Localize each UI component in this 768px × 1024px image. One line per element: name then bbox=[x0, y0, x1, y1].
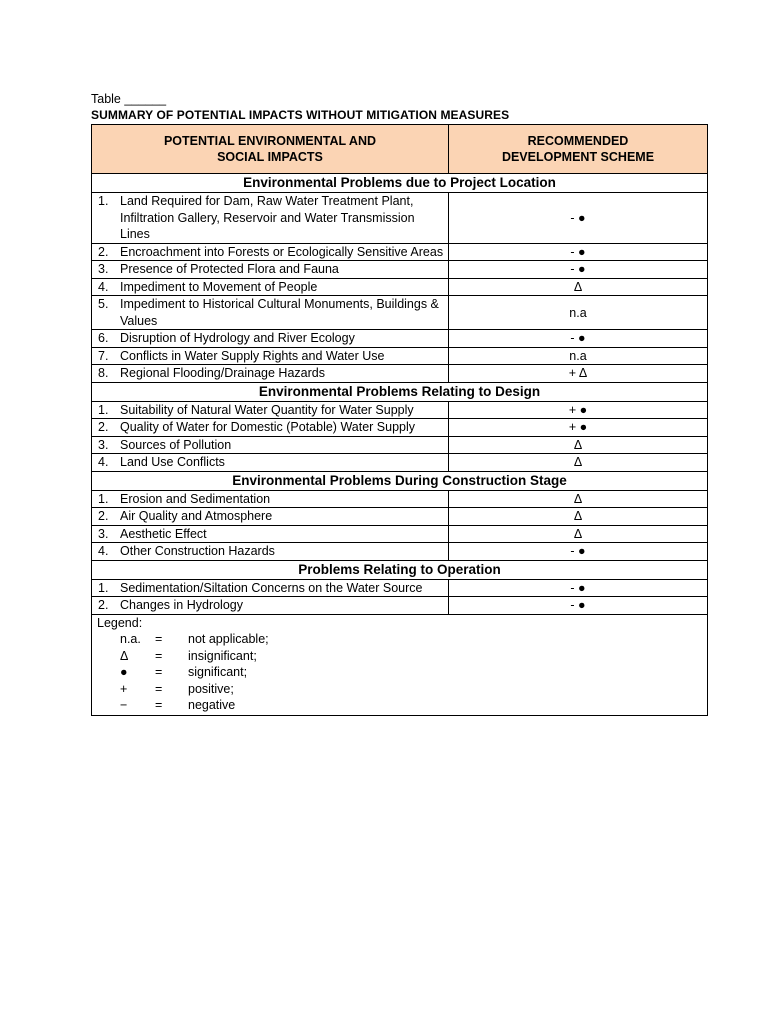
impact-cell bbox=[92, 365, 449, 383]
table-row bbox=[92, 508, 708, 526]
impact-cell bbox=[92, 401, 449, 419]
impact-text: Land Required for Dam, Raw Water Treatment Plant, Infiltration Gallery, Reservoir and Water Transmission Lines bbox=[120, 194, 415, 241]
impact-text: Changes in Hydrology bbox=[120, 598, 243, 612]
impact-text: Impediment to Movement of People bbox=[120, 279, 318, 294]
header-impacts-line2: SOCIAL IMPACTS bbox=[217, 150, 323, 164]
header-impacts-line1: POTENTIAL ENVIRONMENTAL AND bbox=[163, 134, 377, 148]
table-row bbox=[92, 278, 708, 296]
legend-symbol: ● bbox=[120, 665, 128, 679]
item-number: 8. bbox=[98, 366, 109, 380]
impact-rating: Δ bbox=[449, 436, 708, 454]
impact-text: Air Quality and Atmosphere bbox=[120, 509, 273, 523]
impact-text: Quality of Water for Domestic (Potable) Water Supply bbox=[120, 420, 416, 434]
impact-text: Other Construction Hazards bbox=[120, 544, 275, 558]
impact-rating: Δ bbox=[449, 508, 708, 526]
header-scheme-line2: DEVELOPMENT SCHEME bbox=[501, 150, 655, 164]
legend-equals: = bbox=[155, 632, 163, 646]
section-title: Problems Relating to Operation bbox=[92, 560, 708, 579]
legend-equals: = bbox=[155, 665, 163, 679]
impact-cell bbox=[92, 543, 449, 561]
table-row bbox=[92, 525, 708, 543]
item-number: 2. bbox=[98, 420, 109, 434]
impact-text: Erosion and Sedimentation bbox=[120, 491, 271, 506]
table-row bbox=[92, 419, 708, 437]
header-scheme-line1: RECOMMENDED bbox=[527, 134, 629, 148]
table-row bbox=[92, 490, 708, 508]
impact-rating: Δ bbox=[449, 490, 708, 508]
legend-meaning: not applicable; bbox=[188, 632, 269, 646]
table-header-row bbox=[92, 125, 708, 174]
table-row bbox=[92, 193, 708, 244]
legend-meaning: insignificant; bbox=[188, 648, 257, 663]
impact-cell bbox=[92, 347, 449, 365]
impact-cell bbox=[92, 419, 449, 437]
impact-cell bbox=[92, 261, 449, 279]
section-header-row bbox=[92, 560, 708, 579]
impact-text: Sedimentation/Siltation Concerns on the Water Source bbox=[120, 580, 423, 595]
impact-rating: n.a bbox=[449, 347, 708, 365]
impacts-table bbox=[91, 124, 708, 716]
legend-meaning: significant; bbox=[188, 665, 248, 679]
legend-equals: = bbox=[155, 648, 163, 663]
impact-rating: Δ bbox=[449, 525, 708, 543]
item-number: 2. bbox=[98, 509, 109, 523]
impact-cell bbox=[92, 525, 449, 543]
legend-symbol: n.a. bbox=[120, 632, 141, 646]
table-row bbox=[92, 401, 708, 419]
impact-cell bbox=[92, 490, 449, 508]
legend-symbol: + bbox=[120, 681, 128, 696]
item-number: 1. bbox=[98, 402, 109, 417]
item-number: 4. bbox=[98, 544, 109, 558]
impact-cell bbox=[92, 454, 449, 472]
impact-rating: + ● bbox=[449, 401, 708, 419]
legend-meaning: positive; bbox=[188, 681, 234, 696]
impact-rating: - ● bbox=[449, 597, 708, 615]
table-title: SUMMARY OF POTENTIAL IMPACTS WITHOUT MITIGATION MEASURES bbox=[91, 108, 510, 122]
impact-rating: - ● bbox=[449, 543, 708, 561]
item-number: 1. bbox=[98, 580, 109, 595]
impact-text: Encroachment into Forests or Ecologically Sensitive Areas bbox=[120, 244, 444, 259]
impact-rating: - ● bbox=[449, 243, 708, 261]
section-header-row bbox=[92, 174, 708, 193]
legend-meaning: negative bbox=[188, 698, 236, 712]
impact-cell bbox=[92, 193, 449, 244]
impact-text: Regional Flooding/Drainage Hazards bbox=[120, 366, 325, 380]
impact-text: Aesthetic Effect bbox=[120, 526, 207, 541]
table-row bbox=[92, 543, 708, 561]
item-number: 3. bbox=[98, 262, 109, 276]
legend-equals: = bbox=[155, 681, 163, 696]
legend-entry bbox=[97, 631, 707, 648]
impact-rating: Δ bbox=[449, 454, 708, 472]
impact-rating: n.a bbox=[449, 296, 708, 330]
section-header-row bbox=[92, 382, 708, 401]
impact-rating: - ● bbox=[449, 330, 708, 348]
impact-rating: - ● bbox=[449, 193, 708, 244]
legend-symbol: Δ bbox=[120, 648, 129, 663]
impact-text: Sources of Pollution bbox=[120, 437, 232, 452]
item-number: 1. bbox=[98, 194, 109, 208]
legend-row bbox=[92, 614, 708, 715]
item-number: 6. bbox=[98, 331, 109, 345]
impact-cell bbox=[92, 508, 449, 526]
impact-text: Suitability of Natural Water Quantity for Water Supply bbox=[120, 402, 414, 417]
item-number: 4. bbox=[98, 279, 109, 294]
legend-title: Legend: bbox=[97, 615, 143, 630]
legend-entry bbox=[97, 681, 707, 698]
header-impacts bbox=[92, 125, 449, 174]
table-row bbox=[92, 365, 708, 383]
table-row bbox=[92, 597, 708, 615]
table-row bbox=[92, 243, 708, 261]
impact-text: Conflicts in Water Supply Rights and Water Use bbox=[120, 348, 385, 363]
table-row bbox=[92, 347, 708, 365]
header-scheme bbox=[449, 125, 708, 174]
item-number: 5. bbox=[98, 297, 109, 311]
legend-entry bbox=[97, 664, 707, 681]
section-title: Environmental Problems Relating to Design bbox=[92, 382, 708, 401]
impact-cell bbox=[92, 243, 449, 261]
impact-rating: + ● bbox=[449, 419, 708, 437]
item-number: 1. bbox=[98, 491, 109, 506]
impact-cell bbox=[92, 579, 449, 597]
impact-rating: - ● bbox=[449, 261, 708, 279]
legend-cell bbox=[92, 614, 708, 715]
section-title: Environmental Problems During Construction Stage bbox=[92, 471, 708, 490]
table-caption: Table ______ bbox=[91, 92, 167, 106]
impact-cell bbox=[92, 330, 449, 348]
table-row bbox=[92, 296, 708, 330]
legend-entry bbox=[97, 648, 707, 665]
impacts-table-body bbox=[92, 125, 708, 716]
legend-entry bbox=[97, 697, 707, 714]
document bbox=[91, 92, 707, 716]
legend-equals: = bbox=[155, 698, 163, 712]
impact-text: Disruption of Hydrology and River Ecology bbox=[120, 331, 355, 345]
impact-cell bbox=[92, 436, 449, 454]
item-number: 2. bbox=[98, 598, 109, 612]
impact-rating: + Δ bbox=[449, 365, 708, 383]
impact-text: Land Use Conflicts bbox=[120, 455, 225, 469]
table-row bbox=[92, 330, 708, 348]
legend-symbol: − bbox=[120, 698, 128, 712]
item-number: 3. bbox=[98, 526, 109, 541]
item-number: 2. bbox=[98, 244, 109, 259]
section-title: Environmental Problems due to Project Location bbox=[92, 174, 708, 193]
table-row bbox=[92, 436, 708, 454]
impact-cell bbox=[92, 278, 449, 296]
table-row bbox=[92, 579, 708, 597]
impact-rating: - ● bbox=[449, 579, 708, 597]
impact-cell bbox=[92, 296, 449, 330]
section-header-row bbox=[92, 471, 708, 490]
item-number: 3. bbox=[98, 437, 109, 452]
impact-text: Presence of Protected Flora and Fauna bbox=[120, 262, 339, 276]
item-number: 4. bbox=[98, 455, 109, 469]
table-row bbox=[92, 454, 708, 472]
table-row bbox=[92, 261, 708, 279]
item-number: 7. bbox=[98, 348, 109, 363]
impact-text: Impediment to Historical Cultural Monuments, Buildings & Values bbox=[120, 297, 439, 328]
impact-rating: Δ bbox=[449, 278, 708, 296]
impact-cell bbox=[92, 597, 449, 615]
